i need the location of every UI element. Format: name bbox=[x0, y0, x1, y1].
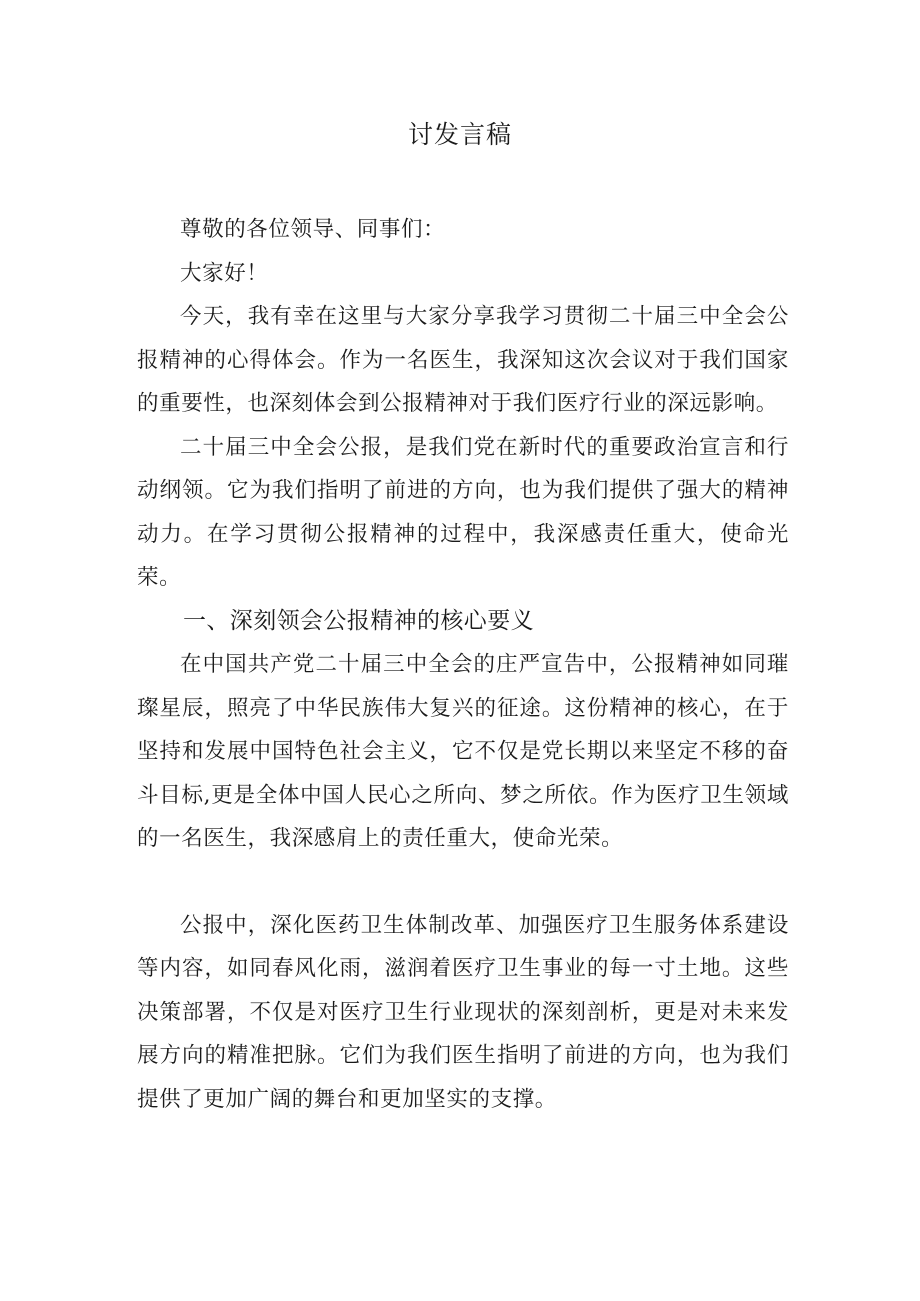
section-paragraph: 公报中，深化医药卫生体制改革、加强医疗卫生服务体系建设等内容，如同春风化雨，滋润着医疗卫生事业的每一寸土地。这些决策部署，不仅是对医疗卫生行业现状的深刻剖析，更是对未来发展方向的精准把脉。它们为我们医生指明了前进的方向，也为我们提供了更加广阔的舞台和更加坚实的支撑。 bbox=[137, 912, 789, 1112]
greeting-line: 尊敬的各位领导、同事们： bbox=[180, 217, 446, 242]
body-paragraph: 今天，我有幸在这里与大家分享我学习贯彻二十届三中全会公报精神的心得体会。作为一名医生，我深知这次会议对于我们国家的重要性，也深刻体会到公报精神对于我们医疗行业的深远影响。 bbox=[137, 304, 789, 416]
hello-line: 大家好！ bbox=[180, 260, 269, 286]
document-title: 讨发言稿 bbox=[407, 120, 512, 149]
body-paragraph: 二十届三中全会公报，是我们党在新时代的重要政治宣言和行动纲领。它为我们指明了前进的方向，也为我们提供了强大的精神动力。在学习贯彻公报精神的过程中，我深感责任重大，使命光荣。 bbox=[137, 434, 789, 590]
section-heading: 一、深刻领会公报精神的核心要义 bbox=[183, 607, 534, 634]
section-paragraph: 在中国共产党二十届三中全会的庄严宣告中，公报精神如同璀璨星辰，照亮了中华民族伟大复兴的征途。这份精神的核心，在于坚持和发展中国特色社会主义，它不仅是党长期以来坚定不移的奋斗目标,更是全体中国人民心之所向、梦之所依。作为医疗卫生领域的一名医生，我深感肩上的责任重大，使命光荣。 bbox=[137, 652, 789, 851]
document-body bbox=[137, 208, 789, 1121]
